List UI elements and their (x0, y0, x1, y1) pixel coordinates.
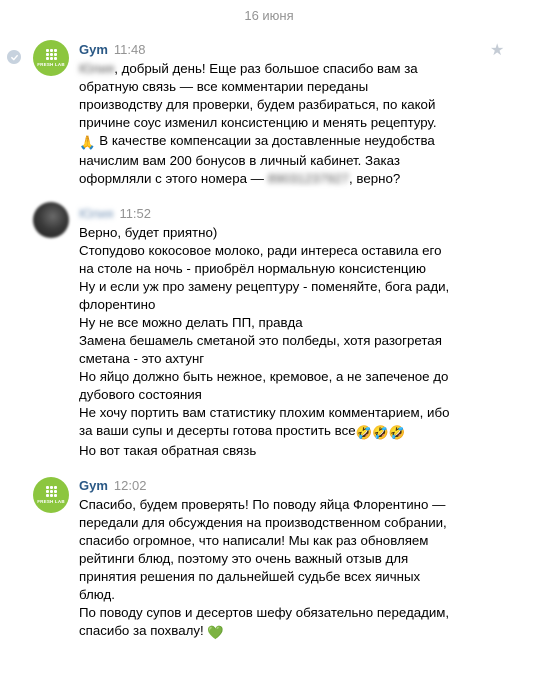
message-header (79, 42, 145, 57)
phone-number: 89031237927 (267, 171, 350, 186)
avatar-gym[interactable] (33, 477, 69, 513)
fresh-lab-logo-icon (46, 486, 57, 497)
message-time[interactable]: 12:02 (113, 478, 147, 493)
message-text: Верно, будет приятно) Стопудово кокосовое молоко, ради интереса оставила его на столе на ночь - приобрёл нормальную консистенцию Ну и если уж про замену рецептуру - поменяйте, бога ради, флорентино Ну не все можно делать ПП, правда Замена бешамель сметаной это полбеды, хотя разогретая сметана - это ахтунг Но яйцо должно быть нежное, кремовое, а не запеченое до дубового состояния Не хочу портить вам статистику плохим комментарием, ибо за ваши супы и десерты готова простить все🤣🤣🤣 Но вот такая обратная связь (79, 225, 450, 458)
message-header (79, 206, 151, 221)
rolling-laughing-emoji: 🤣🤣🤣 (355, 425, 406, 440)
star-icon[interactable]: ★ (490, 42, 505, 59)
greeting-name: Юлия (79, 61, 115, 76)
message-text: Юлия, добрый день! Еще раз большое спасибо вам за обратную связь — все комментарии переданы производству для проверки, будем разбираться, по какой причине соус изменил консистенцию и менять рецептуру. 🙏 В качестве компенсации за доставленные неудобства начислим вам 200 бонусов в личный кабинет. Заказ оформляли с этого номера — 89031237927, верно? (79, 61, 437, 186)
green-heart-emoji: 💚 (207, 625, 224, 640)
check-circle-icon (7, 50, 21, 64)
avatar-user[interactable] (33, 202, 69, 238)
avatar-gym[interactable] (33, 40, 69, 76)
message-time[interactable]: 11:48 (113, 42, 146, 57)
message-header (79, 478, 146, 493)
sender-name[interactable]: Gym (79, 478, 108, 493)
message-text: Спасибо, будем проверять! По поводу яйца Флорентино — передали для обсуждения на производственном собрании, спасибо огромное, что написали! Мы как раз обновляем рейтинги блюд, поэтому это очень важный отзыв для принятия решения по дальнейшей судьбе всех яичных блюд. По поводу супов и десертов шефу обязательно передадим, спасибо за похвалу! 💚 (79, 497, 450, 640)
sender-name[interactable]: Gym (79, 42, 108, 57)
sender-name[interactable]: Юлия (79, 206, 114, 221)
message-time[interactable]: 11:52 (119, 206, 152, 221)
folded-hands-emoji: 🙏 (79, 135, 96, 150)
fresh-lab-logo-icon (46, 49, 57, 60)
avatar-brand-text: FRESH LAB (37, 62, 65, 67)
avatar-brand-text: FRESH LAB (37, 499, 65, 504)
date-divider: 16 июня (244, 8, 294, 23)
